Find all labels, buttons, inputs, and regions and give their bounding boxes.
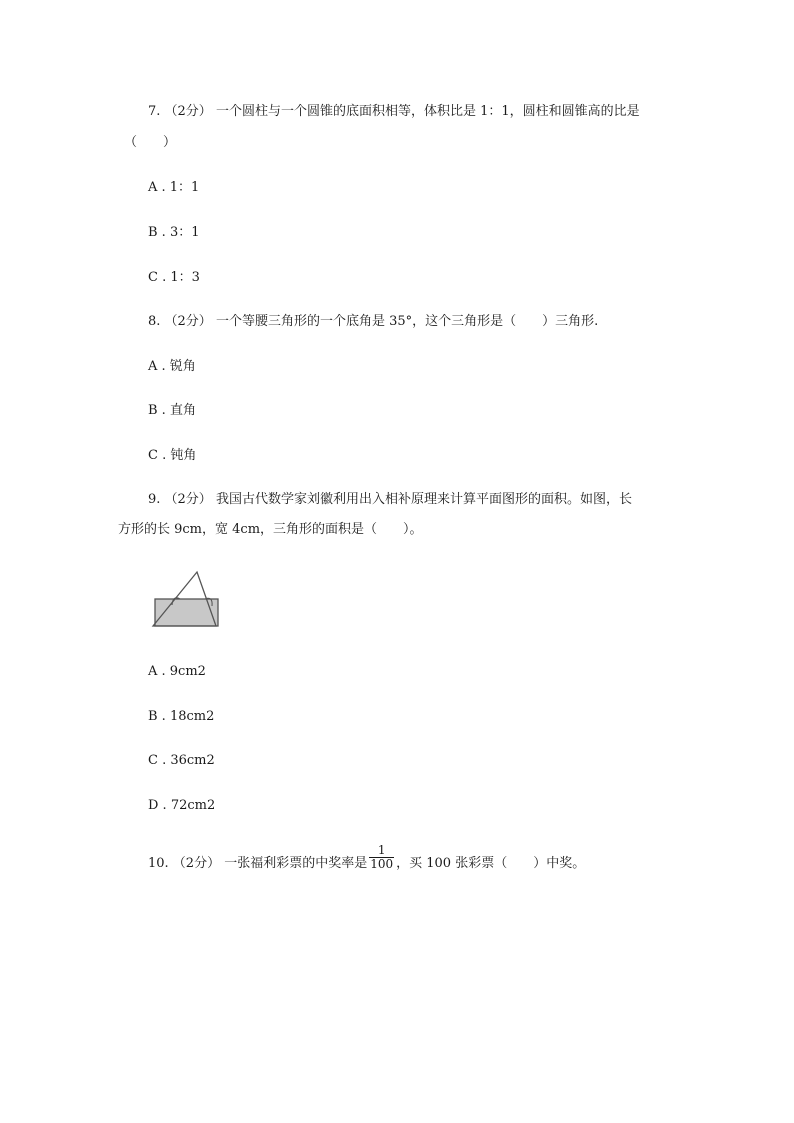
question-9-option-d[interactable]: D . 72cm2 bbox=[148, 798, 216, 813]
question-8-text: 8. （2分） 一个等腰三角形的一个底角是 35°，这个三角形是（ ）三角形. bbox=[148, 314, 599, 329]
fraction-denominator: 100 bbox=[370, 857, 394, 871]
question-10-fraction bbox=[369, 844, 394, 871]
question-10-suffix: ，买 100 张彩票（ ）中奖。 bbox=[396, 856, 586, 871]
question-7-option-c[interactable]: C . 1：3 bbox=[148, 270, 200, 285]
question-9-option-b[interactable]: B . 18cm2 bbox=[148, 709, 215, 724]
question-7-option-b[interactable]: B . 3：1 bbox=[148, 225, 200, 240]
question-9-option-c[interactable]: C . 36cm2 bbox=[148, 753, 215, 768]
question-7-text-line1: 7. （2分） 一个圆柱与一个圆锥的底面积相等，体积比是 1：1，圆柱和圆锥高的比是 bbox=[148, 104, 640, 119]
question-8-option-b[interactable]: B . 直角 bbox=[148, 403, 196, 418]
question-7-option-a[interactable]: A . 1：1 bbox=[148, 180, 200, 195]
rectangle-triangle-diagram bbox=[150, 570, 225, 630]
question-10-prefix: 10. （2分） 一张福利彩票的中奖率是 bbox=[148, 856, 368, 871]
question-8-option-a[interactable]: A . 锐角 bbox=[148, 359, 196, 374]
question-9-text-line2: 方形的长 9cm，宽 4cm，三角形的面积是（ ）。 bbox=[118, 522, 423, 537]
question-7-text-line2: （ ） bbox=[124, 135, 177, 150]
question-9-text-line1: 9. （2分） 我国古代数学家刘徽利用出入相补原理来计算平面图形的面积。如图，长 bbox=[148, 492, 632, 507]
question-9-figure bbox=[150, 570, 225, 630]
fraction-numerator: 1 bbox=[377, 843, 386, 857]
question-8-option-c[interactable]: C . 钝角 bbox=[148, 448, 197, 463]
question-9-option-a[interactable]: A . 9cm2 bbox=[148, 664, 206, 679]
question-10-text bbox=[148, 843, 586, 877]
